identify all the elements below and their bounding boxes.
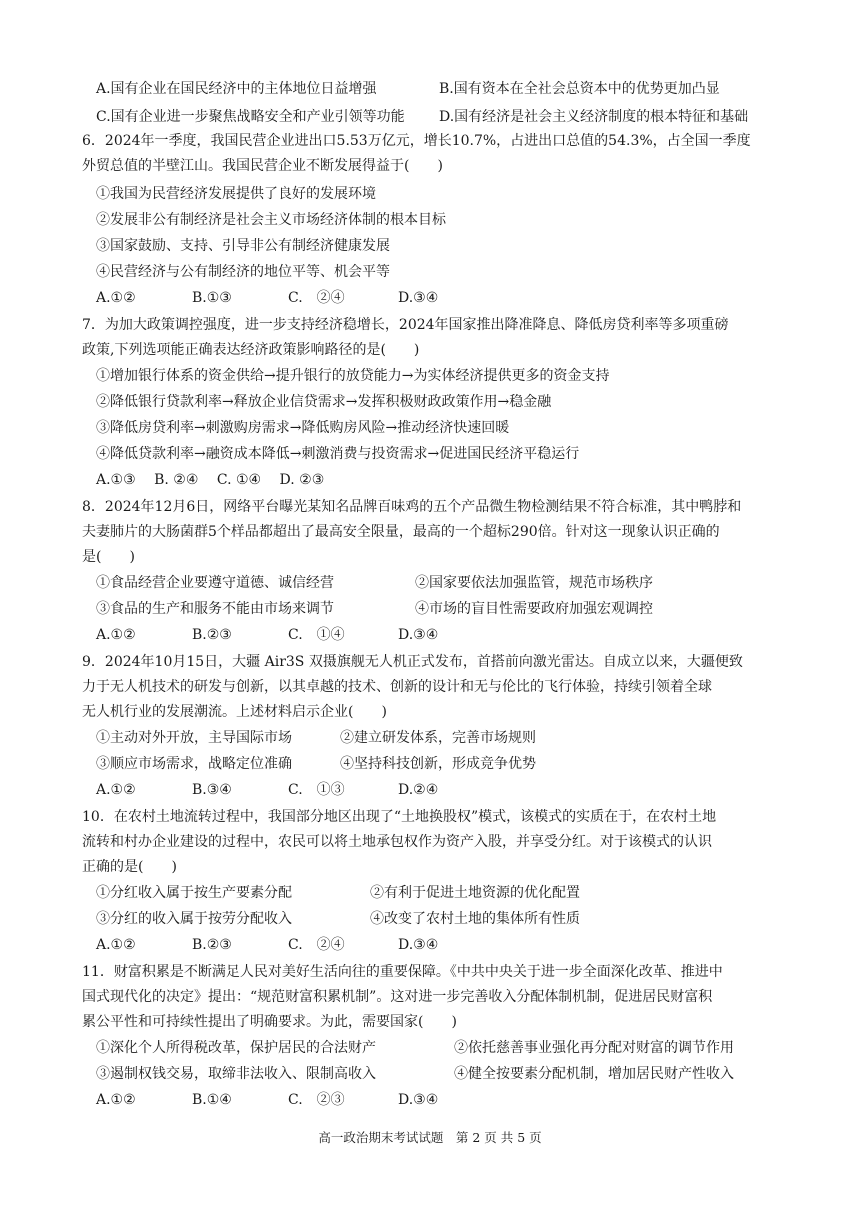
- text-line: ②降低银行贷款利率→释放企业信贷需求→发挥积极财政政策作用→稳金融: [96, 394, 552, 410]
- text-line: A.①②: [96, 627, 136, 643]
- text-line: ③分红的收入属于按劳分配收入: [96, 911, 292, 927]
- text-line: A.①②: [96, 937, 136, 953]
- text-line: 力于无人机技术的研发与创新，以其卓越的技术、创新的设计和无与伦比的飞行体验，持续引领着全球: [82, 679, 712, 695]
- text-line: D.③④: [398, 1092, 439, 1108]
- text-line: ③食品的生产和服务不能由市场来调节: [96, 601, 334, 617]
- text-line: ①增加银行体系的资金供给→提升银行的放贷能力→为实体经济提供更多的资金支持: [96, 368, 610, 384]
- text-line: ④健全按要素分配机制，增加居民财产性收入: [454, 1066, 734, 1082]
- text-line: B.①③: [192, 290, 232, 306]
- text-line: C. ①③: [288, 782, 345, 798]
- text-line: 10．在农村土地流转过程中，我国部分地区出现了“土地换股权”模式，该模式的实质在于，在农村土地: [82, 809, 717, 825]
- text-line: A.①②: [96, 1092, 136, 1108]
- text-line: C. ②④: [288, 290, 345, 306]
- text-line: ④坚持科技创新，形成竞争优势: [340, 756, 536, 772]
- text-line: B.②③: [192, 937, 232, 953]
- text-line: D.③④: [398, 937, 439, 953]
- page-footer: 高一政治期末考试试题 第 2 页 共 5 页: [318, 1130, 542, 1145]
- text-line: ③国家鼓励、支持、引导非公有制经济健康发展: [96, 238, 390, 254]
- text-line: 6．2024年一季度，我国民营企业进出口5.53万亿元，增长10.7%，占进出口总值的54.3%，占全国一季度: [82, 133, 751, 149]
- text-line: 夫妻肺片的大肠菌群5个样品都超出了最高安全限量，最高的一个超标290倍。针对这一现象认识正确的: [82, 524, 720, 540]
- text-line: D.③④: [398, 290, 439, 306]
- text-line: C. ①④: [288, 627, 345, 643]
- text-line: A.①②: [96, 290, 136, 306]
- text-line: ②依托慈善事业强化再分配对财富的调节作用: [454, 1040, 734, 1056]
- text-line: 是( ): [82, 549, 135, 565]
- text-line: B.②③: [192, 627, 232, 643]
- text-line: 8．2024年12月6日，网络平台曝光某知名品牌百味鸡的五个产品微生物检测结果不符合标准，其中鸭脖和: [82, 499, 742, 515]
- text-line: ①深化个人所得税改革，保护居民的合法财产: [96, 1040, 376, 1056]
- text-line: ②国家要依法加强监管，规范市场秩序: [415, 575, 653, 591]
- text-line: 国式现代化的决定》提出：“规范财富积累机制”。这对进一步完善收入分配体制机制，促进居民财富积: [82, 989, 713, 1005]
- text-line: ④降低贷款利率→融资成本降低→刺激消费与投资需求→促进国民经济平稳运行: [96, 446, 580, 462]
- text-line: ②发展非公有制经济是社会主义市场经济体制的根本目标: [96, 212, 446, 228]
- text-line: ④民营经济与公有制经济的地位平等、机会平等: [96, 264, 390, 280]
- text-line: B.③④: [192, 782, 232, 798]
- text-line: C. ②④: [288, 937, 345, 953]
- text-line: ③降低房贷利率→刺激购房需求→降低购房风险→推动经济快速回暖: [96, 420, 510, 436]
- text-line: B.①④: [192, 1092, 232, 1108]
- text-line: D.③④: [398, 627, 439, 643]
- text-line: ④改变了农村土地的集体所有性质: [370, 911, 580, 927]
- text-line: 累公平性和可持续性提出了明确要求。为此，需要国家( ): [82, 1014, 457, 1030]
- text-line: D.②④: [398, 782, 439, 798]
- text-line: ②建立研发体系，完善市场规则: [340, 730, 536, 746]
- text-line: 外贸总值的半壁江山。我国民营企业不断发展得益于( ): [82, 158, 443, 174]
- text-line: 政策,下列选项能正确表达经济政策影响路径的是( ): [82, 342, 420, 358]
- text-line: 正确的是( ): [82, 859, 177, 875]
- text-line: ①食品经营企业要遵守道德、诚信经营: [96, 575, 334, 591]
- text-line: ①我国为民营经济发展提供了良好的发展环境: [96, 186, 376, 202]
- text-line: B.国有资本在全社会总资本中的优势更加凸显: [439, 81, 720, 97]
- text-line: A.国有企业在国民经济中的主体地位日益增强: [96, 81, 377, 97]
- text-line: D.国有经济是社会主义经济制度的根本特征和基础: [439, 109, 749, 125]
- text-line: ①主动对外开放，主导国际市场: [96, 730, 292, 746]
- text-line: C.国有企业进一步聚焦战略安全和产业引领等功能: [96, 109, 405, 125]
- text-line: 9．2024年10月15日，大疆 Air3S 双摄旗舰无人机正式发布，首搭前向激光雷达。自成立以来，大疆便致: [82, 654, 743, 670]
- text-line: 11．财富积累是不断满足人民对美好生活向往的重要保障。《中共中央关于进一步全面深化改革、推进中: [82, 964, 723, 980]
- text-line: C. ②③: [288, 1092, 345, 1108]
- text-line: ②有利于促进土地资源的优化配置: [370, 885, 580, 901]
- text-line: ③遏制权钱交易，取缔非法收入、限制高收入: [96, 1066, 376, 1082]
- text-line: ④市场的盲目性需要政府加强宏观调控: [415, 601, 653, 617]
- text-line: ③顺应市场需求，战略定位准确: [96, 756, 292, 772]
- text-line: ①分红收入属于按生产要素分配: [96, 885, 292, 901]
- text-line: 7．为加大政策调控强度，进一步支持经济稳增长，2024年国家推出降准降息、降低房贷利率等多项重磅: [82, 317, 729, 333]
- text-line: A.①②: [96, 782, 136, 798]
- text-line: 流转和村办企业建设的过程中，农民可以将土地承包权作为资产入股，并享受分红。对于该模式的认识: [82, 834, 712, 850]
- text-line: 无人机行业的发展潮流。上述材料启示企业( ): [82, 704, 387, 720]
- text-line: A.①③ B. ②④ C. ①④ D. ②③: [96, 472, 325, 488]
